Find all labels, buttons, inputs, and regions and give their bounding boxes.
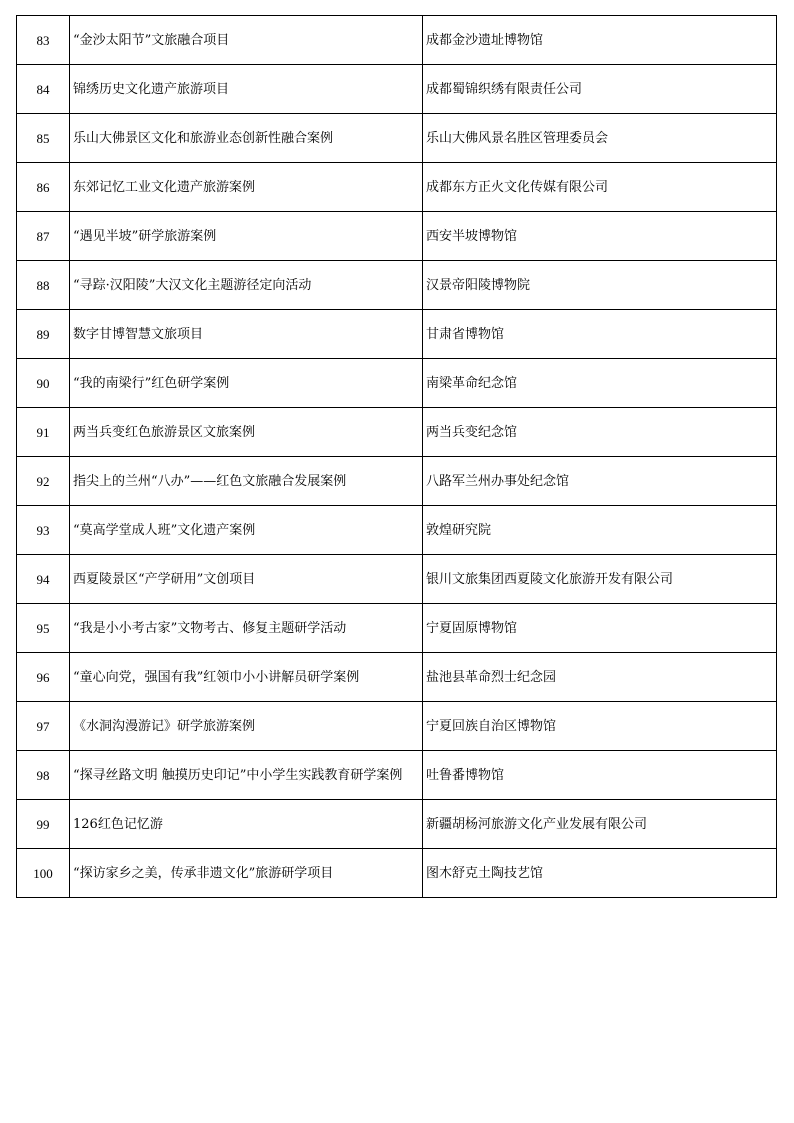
row-number: 84 bbox=[17, 65, 70, 114]
project-name: “童心向党，强国有我”红领巾小小讲解员研学案例 bbox=[70, 653, 423, 702]
row-number: 90 bbox=[17, 359, 70, 408]
project-list-table bbox=[16, 15, 777, 898]
table-row bbox=[17, 114, 777, 163]
organization-name: 宁夏固原博物馆 bbox=[423, 604, 777, 653]
organization-name: 乐山大佛风景名胜区管理委员会 bbox=[423, 114, 777, 163]
project-name: 两当兵变红色旅游景区文旅案例 bbox=[70, 408, 423, 457]
table-row bbox=[17, 751, 777, 800]
organization-name: 南梁革命纪念馆 bbox=[423, 359, 777, 408]
table-row bbox=[17, 604, 777, 653]
row-number: 83 bbox=[17, 16, 70, 65]
organization-name: 成都蜀锦织绣有限责任公司 bbox=[423, 65, 777, 114]
project-name: “金沙太阳节”文旅融合项目 bbox=[70, 16, 423, 65]
organization-name: 成都东方正火文化传媒有限公司 bbox=[423, 163, 777, 212]
row-number: 98 bbox=[17, 751, 70, 800]
table-row bbox=[17, 555, 777, 604]
table-row bbox=[17, 65, 777, 114]
row-number: 95 bbox=[17, 604, 70, 653]
project-name: “我的南梁行”红色研学案例 bbox=[70, 359, 423, 408]
table-row bbox=[17, 506, 777, 555]
table-row bbox=[17, 800, 777, 849]
table-row bbox=[17, 16, 777, 65]
project-name: 西夏陵景区“产学研用”文创项目 bbox=[70, 555, 423, 604]
row-number: 88 bbox=[17, 261, 70, 310]
table-body bbox=[17, 16, 777, 898]
table-row bbox=[17, 653, 777, 702]
row-number: 93 bbox=[17, 506, 70, 555]
project-name: 《水洞沟漫游记》研学旅游案例 bbox=[70, 702, 423, 751]
organization-name: 成都金沙遗址博物馆 bbox=[423, 16, 777, 65]
project-name: “我是小小考古家”文物考古、修复主题研学活动 bbox=[70, 604, 423, 653]
project-name: “遇见半坡”研学旅游案例 bbox=[70, 212, 423, 261]
row-number: 99 bbox=[17, 800, 70, 849]
table-row bbox=[17, 408, 777, 457]
table-row bbox=[17, 310, 777, 359]
row-number: 87 bbox=[17, 212, 70, 261]
project-name: “探访家乡之美，传承非遗文化”旅游研学项目 bbox=[70, 849, 423, 898]
project-name: 锦绣历史文化遗产旅游项目 bbox=[70, 65, 423, 114]
row-number: 100 bbox=[17, 849, 70, 898]
project-name: “探寻丝路文明 触摸历史印记”中小学生实践教育研学案例 bbox=[70, 751, 423, 800]
organization-name: 盐池县革命烈士纪念园 bbox=[423, 653, 777, 702]
organization-name: 西安半坡博物馆 bbox=[423, 212, 777, 261]
table-row bbox=[17, 212, 777, 261]
organization-name: 敦煌研究院 bbox=[423, 506, 777, 555]
row-number: 94 bbox=[17, 555, 70, 604]
row-number: 97 bbox=[17, 702, 70, 751]
row-number: 85 bbox=[17, 114, 70, 163]
table-row bbox=[17, 457, 777, 506]
organization-name: 吐鲁番博物馆 bbox=[423, 751, 777, 800]
table-row bbox=[17, 163, 777, 212]
organization-name: 宁夏回族自治区博物馆 bbox=[423, 702, 777, 751]
organization-name: 新疆胡杨河旅游文化产业发展有限公司 bbox=[423, 800, 777, 849]
organization-name: 八路军兰州办事处纪念馆 bbox=[423, 457, 777, 506]
organization-name: 两当兵变纪念馆 bbox=[423, 408, 777, 457]
row-number: 92 bbox=[17, 457, 70, 506]
table-row bbox=[17, 261, 777, 310]
table-row bbox=[17, 849, 777, 898]
project-name: 数字甘博智慧文旅项目 bbox=[70, 310, 423, 359]
organization-name: 汉景帝阳陵博物院 bbox=[423, 261, 777, 310]
project-name: “莫高学堂成人班”文化遗产案例 bbox=[70, 506, 423, 555]
table-row bbox=[17, 702, 777, 751]
project-name: “寻踪·汉阳陵”大汉文化主题游径定向活动 bbox=[70, 261, 423, 310]
table-row bbox=[17, 359, 777, 408]
project-name: 乐山大佛景区文化和旅游业态创新性融合案例 bbox=[70, 114, 423, 163]
row-number: 89 bbox=[17, 310, 70, 359]
project-name: 指尖上的兰州“八办”——红色文旅融合发展案例 bbox=[70, 457, 423, 506]
organization-name: 图木舒克土陶技艺馆 bbox=[423, 849, 777, 898]
row-number: 91 bbox=[17, 408, 70, 457]
row-number: 96 bbox=[17, 653, 70, 702]
project-name: 东郊记忆工业文化遗产旅游案例 bbox=[70, 163, 423, 212]
organization-name: 甘肃省博物馆 bbox=[423, 310, 777, 359]
organization-name: 银川文旅集团西夏陵文化旅游开发有限公司 bbox=[423, 555, 777, 604]
row-number: 86 bbox=[17, 163, 70, 212]
project-name: 126红色记忆游 bbox=[70, 800, 423, 849]
